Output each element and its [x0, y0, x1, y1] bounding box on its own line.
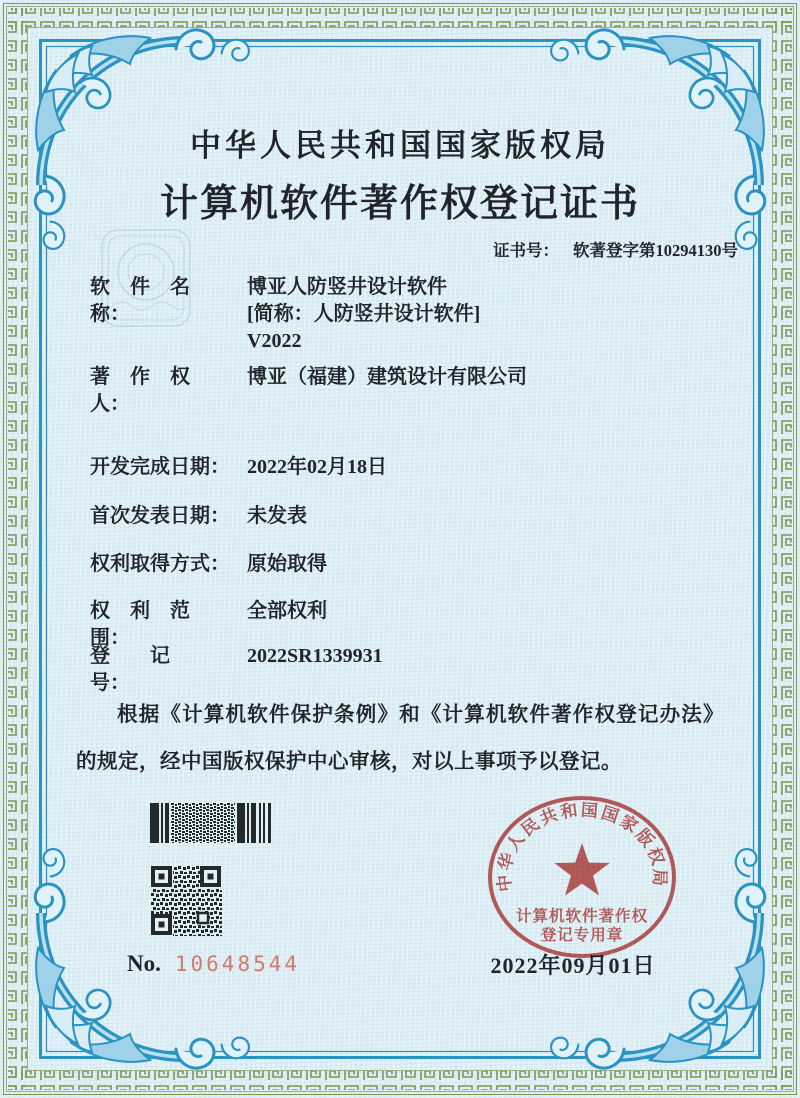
- registration-no-value: 2022SR1339931: [247, 645, 383, 667]
- software-name-value: 博亚人防竖井设计软件: [247, 276, 447, 298]
- serial-number: 10648544: [174, 952, 301, 976]
- field-label: 著 作 权 人：: [90, 366, 210, 415]
- serial-number-line: [127, 951, 300, 977]
- field-label: 权利取得方式：: [90, 553, 230, 575]
- right-scope-value: 全部权利: [247, 600, 327, 622]
- field-right-acquisition: [90, 551, 327, 578]
- first-publication-date-value: 未发表: [247, 505, 307, 527]
- field-label: 权 利 范 围：: [90, 600, 210, 649]
- field-copyright-owner: [90, 364, 527, 418]
- authority-name: 中华人民共和国国家版权局: [190, 128, 610, 163]
- cert-number-value: 软著登字第10294130号: [573, 241, 738, 260]
- pdf417-barcode: [150, 803, 272, 843]
- software-version: V2022: [247, 330, 302, 352]
- field-label: 软 件 名 称：: [90, 276, 210, 325]
- qr-code: [151, 866, 222, 936]
- right-acquisition-value: 原始取得: [247, 553, 327, 575]
- seal-line2: 登记专用章: [540, 927, 624, 944]
- copyright-owner-value: 博亚（福建）建筑设计有限公司: [247, 366, 527, 388]
- field-label: 首次发表日期：: [90, 505, 230, 527]
- field-first-publication-date: [90, 503, 307, 530]
- certificate-number: [493, 237, 738, 261]
- field-label: 开发完成日期：: [90, 456, 230, 478]
- certificate-title: 计算机软件著作权登记证书: [159, 183, 640, 225]
- field-software-name: [90, 274, 480, 355]
- field-label: 登 记 号：: [90, 645, 210, 694]
- seal-ring-text: 中华人民共和国国家版权局: [494, 800, 670, 893]
- seal-star-icon: [554, 843, 609, 896]
- field-registration-no: [90, 643, 383, 697]
- cert-number-label: 证书号：: [493, 241, 559, 260]
- official-seal: [484, 792, 680, 962]
- issue-date: 2022年09月01日: [490, 953, 656, 978]
- serial-label: No.: [127, 951, 161, 976]
- seal-line1: 计算机软件著作权: [515, 908, 649, 925]
- field-dev-completion-date: [90, 454, 387, 481]
- dev-completion-date-value: 2022年02月18日: [247, 456, 387, 478]
- software-short-name: [简称：人防竖井设计软件]: [247, 303, 481, 325]
- statement-text: 根据《计算机软件保护条例》和《计算机软件著作权登记办法》的规定，经中国版权保护中心审核，对以上事项予以登记。: [76, 704, 724, 773]
